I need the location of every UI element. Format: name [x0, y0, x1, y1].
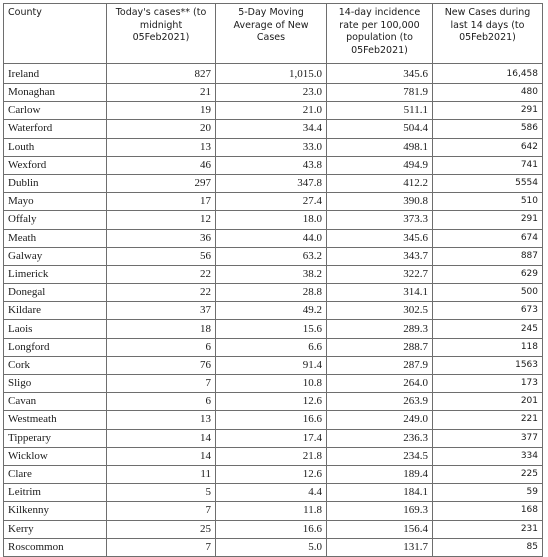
cell-new-cases: 225	[433, 465, 543, 483]
cell-incidence-rate: 289.3	[327, 320, 433, 338]
cell-county: Roscommon	[4, 538, 107, 556]
cell-county: Westmeath	[4, 411, 107, 429]
cell-county: Wicklow	[4, 447, 107, 465]
table-row	[4, 102, 543, 120]
cell-incidence-rate: 345.6	[327, 64, 433, 84]
cell-todays-cases: 76	[107, 356, 216, 374]
header-county: County	[4, 4, 107, 64]
cell-county: Offaly	[4, 211, 107, 229]
cell-todays-cases: 7	[107, 502, 216, 520]
cell-incidence-rate: 322.7	[327, 265, 433, 283]
table-row	[4, 211, 543, 229]
cell-todays-cases: 11	[107, 465, 216, 483]
cell-moving-average: 1,015.0	[216, 64, 327, 84]
cell-moving-average: 347.8	[216, 174, 327, 192]
cell-todays-cases: 13	[107, 411, 216, 429]
cell-moving-average: 11.8	[216, 502, 327, 520]
cell-incidence-rate: 781.9	[327, 84, 433, 102]
cell-todays-cases: 19	[107, 102, 216, 120]
table-row	[4, 375, 543, 393]
cell-moving-average: 63.2	[216, 247, 327, 265]
cell-county: Carlow	[4, 102, 107, 120]
table-row	[4, 393, 543, 411]
cell-todays-cases: 21	[107, 84, 216, 102]
table-row	[4, 156, 543, 174]
cell-new-cases: 201	[433, 393, 543, 411]
cell-county: Wexford	[4, 156, 107, 174]
cell-incidence-rate: 373.3	[327, 211, 433, 229]
cell-county: Meath	[4, 229, 107, 247]
cell-county: Louth	[4, 138, 107, 156]
cell-new-cases: 674	[433, 229, 543, 247]
header-new-cases: New Cases during last 14 days (to 05Feb2021)	[433, 4, 543, 64]
cell-moving-average: 27.4	[216, 193, 327, 211]
cell-new-cases: 334	[433, 447, 543, 465]
cell-new-cases: 291	[433, 102, 543, 120]
cell-moving-average: 38.2	[216, 265, 327, 283]
cell-todays-cases: 56	[107, 247, 216, 265]
table-row	[4, 284, 543, 302]
cell-moving-average: 5.0	[216, 538, 327, 556]
cell-new-cases: 510	[433, 193, 543, 211]
cell-todays-cases: 37	[107, 302, 216, 320]
cell-incidence-rate: 131.7	[327, 538, 433, 556]
covid-county-table-container	[3, 3, 543, 557]
table-row	[4, 484, 543, 502]
cell-incidence-rate: 494.9	[327, 156, 433, 174]
cell-new-cases: 480	[433, 84, 543, 102]
cell-moving-average: 49.2	[216, 302, 327, 320]
cell-incidence-rate: 249.0	[327, 411, 433, 429]
cell-moving-average: 16.6	[216, 411, 327, 429]
cell-moving-average: 16.6	[216, 520, 327, 538]
cell-moving-average: 34.4	[216, 120, 327, 138]
table-body	[4, 64, 543, 557]
cell-todays-cases: 22	[107, 284, 216, 302]
cell-county: Laois	[4, 320, 107, 338]
cell-incidence-rate: 169.3	[327, 502, 433, 520]
cell-new-cases: 173	[433, 375, 543, 393]
table-row	[4, 411, 543, 429]
table-row	[4, 138, 543, 156]
table-row	[4, 538, 543, 556]
cell-incidence-rate: 314.1	[327, 284, 433, 302]
cell-moving-average: 10.8	[216, 375, 327, 393]
cell-moving-average: 23.0	[216, 84, 327, 102]
table-row	[4, 247, 543, 265]
cell-moving-average: 18.0	[216, 211, 327, 229]
cell-incidence-rate: 156.4	[327, 520, 433, 538]
cell-incidence-rate: 345.6	[327, 229, 433, 247]
header-incidence-rate: 14-day incidence rate per 100,000 population (to 05Feb2021)	[327, 4, 433, 64]
cell-todays-cases: 827	[107, 64, 216, 84]
cell-new-cases: 291	[433, 211, 543, 229]
cell-new-cases: 16,458	[433, 64, 543, 84]
table-row	[4, 447, 543, 465]
cell-moving-average: 33.0	[216, 138, 327, 156]
cell-todays-cases: 6	[107, 393, 216, 411]
cell-todays-cases: 12	[107, 211, 216, 229]
cell-new-cases: 673	[433, 302, 543, 320]
cell-todays-cases: 13	[107, 138, 216, 156]
cell-new-cases: 377	[433, 429, 543, 447]
cell-incidence-rate: 390.8	[327, 193, 433, 211]
cell-county: Ireland	[4, 64, 107, 84]
header-moving-average: 5-Day Moving Average of New Cases	[216, 4, 327, 64]
cell-todays-cases: 17	[107, 193, 216, 211]
cell-county: Tipperary	[4, 429, 107, 447]
header-row	[4, 4, 543, 64]
cell-incidence-rate: 234.5	[327, 447, 433, 465]
cell-incidence-rate: 412.2	[327, 174, 433, 192]
cell-county: Leitrim	[4, 484, 107, 502]
cell-moving-average: 4.4	[216, 484, 327, 502]
cell-county: Mayo	[4, 193, 107, 211]
cell-todays-cases: 36	[107, 229, 216, 247]
cell-new-cases: 245	[433, 320, 543, 338]
table-row	[4, 229, 543, 247]
cell-incidence-rate: 288.7	[327, 338, 433, 356]
table-row	[4, 320, 543, 338]
cell-todays-cases: 6	[107, 338, 216, 356]
cell-incidence-rate: 511.1	[327, 102, 433, 120]
cell-incidence-rate: 302.5	[327, 302, 433, 320]
cell-new-cases: 741	[433, 156, 543, 174]
cell-todays-cases: 25	[107, 520, 216, 538]
cell-moving-average: 28.8	[216, 284, 327, 302]
cell-incidence-rate: 287.9	[327, 356, 433, 374]
table-header	[4, 4, 543, 64]
cell-moving-average: 12.6	[216, 465, 327, 483]
table-row	[4, 465, 543, 483]
cell-todays-cases: 20	[107, 120, 216, 138]
cell-incidence-rate: 189.4	[327, 465, 433, 483]
cell-moving-average: 43.8	[216, 156, 327, 174]
cell-county: Longford	[4, 338, 107, 356]
table-row	[4, 338, 543, 356]
cell-todays-cases: 14	[107, 429, 216, 447]
cell-moving-average: 6.6	[216, 338, 327, 356]
cell-incidence-rate: 264.0	[327, 375, 433, 393]
cell-county: Clare	[4, 465, 107, 483]
table-row	[4, 174, 543, 192]
cell-moving-average: 12.6	[216, 393, 327, 411]
cell-todays-cases: 7	[107, 538, 216, 556]
cell-moving-average: 91.4	[216, 356, 327, 374]
cell-todays-cases: 46	[107, 156, 216, 174]
cell-county: Monaghan	[4, 84, 107, 102]
cell-county: Cork	[4, 356, 107, 374]
cell-moving-average: 21.0	[216, 102, 327, 120]
cell-county: Waterford	[4, 120, 107, 138]
cell-new-cases: 85	[433, 538, 543, 556]
cell-county: Kilkenny	[4, 502, 107, 520]
cell-incidence-rate: 184.1	[327, 484, 433, 502]
cell-todays-cases: 7	[107, 375, 216, 393]
table-row	[4, 64, 543, 84]
cell-new-cases: 1563	[433, 356, 543, 374]
cell-county: Dublin	[4, 174, 107, 192]
table-row	[4, 502, 543, 520]
cell-moving-average: 44.0	[216, 229, 327, 247]
cell-incidence-rate: 504.4	[327, 120, 433, 138]
cell-moving-average: 21.8	[216, 447, 327, 465]
cell-new-cases: 5554	[433, 174, 543, 192]
cell-incidence-rate: 343.7	[327, 247, 433, 265]
cell-todays-cases: 22	[107, 265, 216, 283]
cell-new-cases: 586	[433, 120, 543, 138]
cell-incidence-rate: 263.9	[327, 393, 433, 411]
table-row	[4, 265, 543, 283]
cell-new-cases: 887	[433, 247, 543, 265]
cell-county: Kildare	[4, 302, 107, 320]
table-row	[4, 193, 543, 211]
cell-county: Limerick	[4, 265, 107, 283]
header-todays-cases: Today's cases** (to midnight 05Feb2021)	[107, 4, 216, 64]
cell-moving-average: 17.4	[216, 429, 327, 447]
table-row	[4, 302, 543, 320]
table-row	[4, 429, 543, 447]
cell-new-cases: 221	[433, 411, 543, 429]
cell-county: Galway	[4, 247, 107, 265]
cell-new-cases: 231	[433, 520, 543, 538]
cell-moving-average: 15.6	[216, 320, 327, 338]
cell-incidence-rate: 236.3	[327, 429, 433, 447]
covid-county-table	[3, 3, 543, 557]
cell-new-cases: 168	[433, 502, 543, 520]
cell-todays-cases: 14	[107, 447, 216, 465]
cell-todays-cases: 5	[107, 484, 216, 502]
cell-incidence-rate: 498.1	[327, 138, 433, 156]
cell-county: Cavan	[4, 393, 107, 411]
cell-county: Donegal	[4, 284, 107, 302]
cell-todays-cases: 297	[107, 174, 216, 192]
cell-new-cases: 59	[433, 484, 543, 502]
cell-county: Kerry	[4, 520, 107, 538]
cell-new-cases: 500	[433, 284, 543, 302]
table-row	[4, 356, 543, 374]
cell-todays-cases: 18	[107, 320, 216, 338]
cell-new-cases: 642	[433, 138, 543, 156]
cell-new-cases: 118	[433, 338, 543, 356]
table-row	[4, 84, 543, 102]
cell-county: Sligo	[4, 375, 107, 393]
cell-new-cases: 629	[433, 265, 543, 283]
table-row	[4, 520, 543, 538]
table-row	[4, 120, 543, 138]
